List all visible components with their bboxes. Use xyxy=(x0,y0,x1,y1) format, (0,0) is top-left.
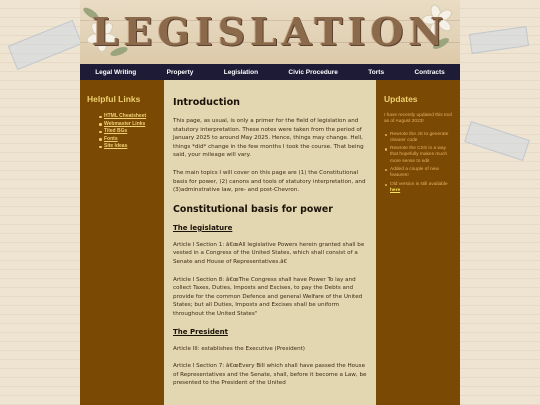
nav-item-legal-writing[interactable]: Legal Writing xyxy=(95,68,137,76)
list-item xyxy=(104,113,157,121)
updates-intro: I have recently updated this tool as of August 2023! xyxy=(384,113,452,125)
link-tiled-bgs[interactable]: Tiled BGs xyxy=(104,128,128,134)
helpful-links-list xyxy=(87,113,157,151)
nav-item-legislation[interactable]: Legislation xyxy=(223,68,259,76)
intro-paragraph: The main topics I will cover on this page are (1) the Constitutional basis for power, (2) canons and tools of statutory interpretation, and (3)adminstrative law, pre- and post-Chevron. xyxy=(173,169,366,194)
nav-item-torts[interactable]: Torts xyxy=(368,68,385,76)
subsection-heading-legislature: The legislature xyxy=(173,223,233,232)
legislature-paragraph: Article I Section 8: â€œThe Congress shall have Power To lay and collect Taxes, Duties, Imposts and Excises, to pay the Debts and provide for the common Defence and general Welfare of the United States; but all Duties, Imposts and Excises shall be uniform throughout the United States" xyxy=(173,276,363,317)
link-html-cheatsheet[interactable]: HTML Cheatsheet xyxy=(104,113,147,119)
tape-decoration xyxy=(469,26,529,54)
page-container xyxy=(80,0,460,405)
updates-list xyxy=(384,132,452,195)
legislature-paragraph: Article I Section 1: â€œAll legislative Powers herein granted shall be vested in a Congress of the United States, which shall consist of a Senate and House of Representatives.â€ xyxy=(173,241,365,265)
main-nav xyxy=(80,64,460,80)
nav-item-civic-procedure[interactable]: Civic Procedure xyxy=(288,68,338,76)
list-item: Rewrote the JS to generate cleaner code xyxy=(390,132,452,145)
old-version-link[interactable]: here xyxy=(390,187,401,193)
president-paragraph: Article III: establishes the Executive (President) xyxy=(173,345,305,352)
header-banner xyxy=(80,0,460,64)
update-text: Old version is still available xyxy=(390,181,448,187)
president-paragraph: Article I Section 7: â€œEvery Bill which shall have passed the House of Representatives and the Senate, shall, before it become a Law, be presented to the President of the United xyxy=(173,363,367,387)
list-item xyxy=(104,121,157,129)
subsection-heading-president: The President xyxy=(173,327,228,336)
main-content[interactable] xyxy=(164,80,376,405)
link-fonts[interactable]: Fonts xyxy=(104,135,118,142)
tape-decoration xyxy=(464,121,530,161)
list-item xyxy=(390,182,452,195)
list-item xyxy=(104,143,157,151)
updates-heading: Updates xyxy=(384,94,418,104)
link-site-ideas[interactable]: Site Ideas xyxy=(104,143,128,149)
list-item: Added a couple of new features! xyxy=(390,167,452,180)
list-item xyxy=(104,136,157,144)
introduction-heading: Introduction xyxy=(173,97,240,108)
left-sidebar xyxy=(80,80,164,405)
helpful-links-heading: Helpful Links xyxy=(87,94,141,104)
tape-decoration xyxy=(8,20,83,70)
site-title: LEGISLATION xyxy=(91,9,449,54)
link-webmaster-links[interactable]: Webmaster Links xyxy=(104,120,146,127)
nav-item-property[interactable]: Property xyxy=(166,68,194,76)
right-sidebar xyxy=(376,80,460,405)
section-heading: Constitutional basis for power xyxy=(173,203,333,215)
list-item xyxy=(104,128,157,136)
nav-item-contracts[interactable]: Contracts xyxy=(414,68,445,76)
intro-paragraph: This page, as usual, is only a primer for the field of legislation and statutory interpretation. These notes were taken from the period of January 2025 to around May 2025. Hence, things may change. Hell, things *did* change in the few months I took the course. That being said, your mileage will vary. xyxy=(173,118,364,159)
list-item: Rewrote the CSS in a way that hopefully makes much more sense to edit xyxy=(390,146,452,165)
